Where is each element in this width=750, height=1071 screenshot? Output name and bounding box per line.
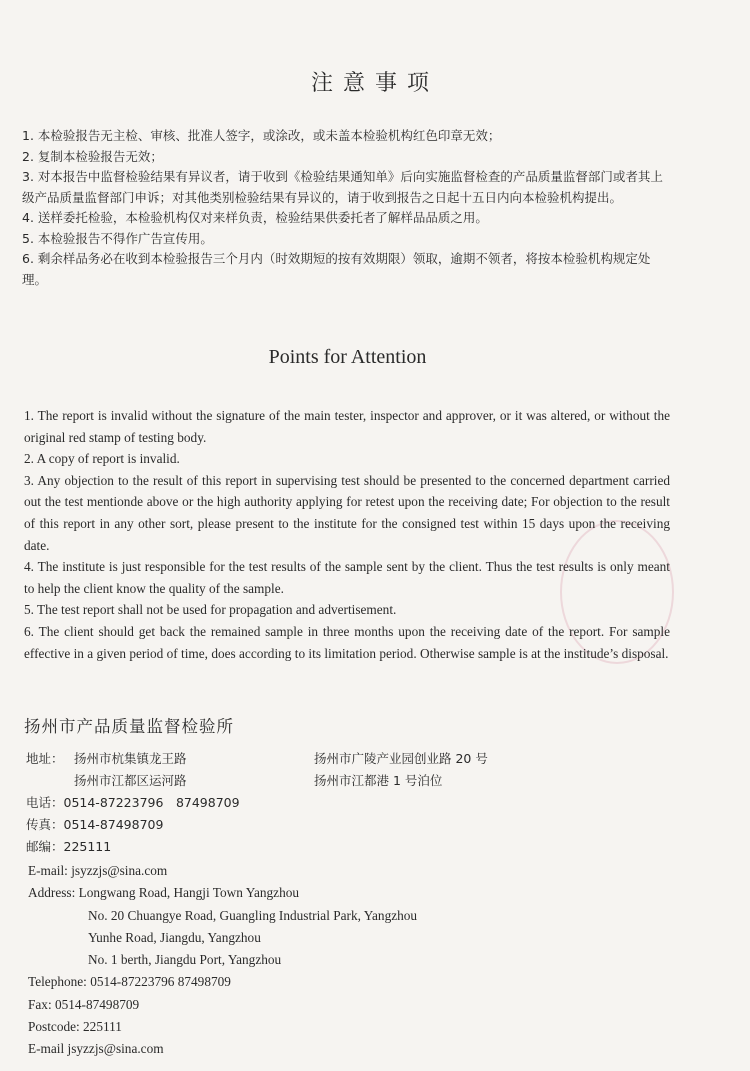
cn-note-5: 5. 本检验报告不得作广告宣传用。 (22, 230, 213, 246)
en-note-1: 1. The report is invalid without the signature of the main tester, inspector and approver, or it was altered, or without the original red stamp of testing body. (24, 408, 670, 445)
chinese-contact-block (26, 748, 488, 858)
en-note-3: 3. Any objection to the result of this report in supervising test should be presented to the concerned department carried out the test mentionde above or the high authority applying for retest upon the receiving date; For objection to the result of this report in any other sort, please present to the institute for the consigned test within 15 days upon the receiving date. (24, 472, 670, 553)
cn-note-4: 4. 送样委托检验，本检验机构仅对来样负责，检验结果供委托者了解样品品质之用。 (22, 210, 488, 225)
address-line1-left: 扬州市杭集镇龙王路 (74, 751, 187, 766)
en-email-1: E-mail: jsyzzjs@sina.com (28, 863, 168, 878)
en-note-4: 4. The institute is just responsible for the test results of the sample sent by the client. Thus the test results is only meant to help the client know the quality of the sample. (24, 559, 670, 596)
english-title: Points for Attention (268, 346, 427, 368)
en-address-line4: No. 1 berth, Jiangdu Port, Yangzhou (88, 952, 282, 968)
chinese-notes-list (22, 126, 672, 290)
en-address-line1: Address: Longwang Road, Hangji Town Yangzhou (28, 885, 300, 901)
cn-postcode: 邮编：225111 (26, 839, 112, 854)
en-postcode: Postcode: 225111 (28, 1019, 122, 1035)
en-address-line3: Yunhe Road, Jiangdu, Yangzhou (88, 929, 261, 945)
organization-name: 扬州市产品质量监督检验所 (24, 717, 234, 736)
cn-fax: 传真：0514-87498709 (26, 817, 164, 832)
cn-note-6: 6. 剩余样品务必在收到本检验报告三个月内（时效期短的按有效期限）领取，逾期不领者，将按本检验机构规定处理。 (22, 251, 651, 287)
english-contact-block (28, 860, 417, 1061)
en-address-line2: No. 20 Chuangye Road, Guangling Industrial Park, Yangzhou (88, 907, 418, 923)
en-email-2: E-mail jsyzzjs@sina.com (28, 1041, 164, 1057)
en-fax: Fax: 0514-87498709 (28, 996, 140, 1012)
en-telephone: Telephone: 0514-87223796 87498709 (28, 974, 231, 990)
cn-phone: 电话：0514-87223796 87498709 (26, 795, 240, 810)
cn-note-3: 3. 对本报告中监督检验结果有异议者，请于收到《检验结果通知单》后向实施监督检查的产品质量监督部门或者其上级产品质量监督部门申诉；对其他类别检验结果有异议的，请于收到报告之日起十五日内向本检验机构提出。 (22, 169, 663, 205)
address-line2-right: 扬州市江都港 1 号泊位 (314, 773, 443, 788)
chinese-title: 注意事项 (310, 71, 439, 96)
cn-note-2: 2. 复制本检验报告无效； (22, 148, 163, 164)
address-line1-right: 扬州市广陵产业园创业路 20 号 (314, 751, 488, 766)
en-note-2: 2. A copy of report is invalid. (24, 451, 180, 467)
en-note-6: 6. The client should get back the remained sample in three months upon the receiving date of the report. For sample effective in a given period of time, does according to its limitation period. Otherwise sample is at the institude’s disposal. (24, 623, 670, 661)
english-notes-list (24, 405, 670, 664)
address-line2-left: 扬州市江都区运河路 (74, 773, 187, 788)
cn-note-1: 1. 本检验报告无主检、审核、批准人签字，或涂改，或未盖本检验机构红色印章无效； (22, 128, 501, 143)
en-note-5: 5. The test report shall not be used for propagation and advertisement. (24, 602, 397, 618)
address-label: 地址： (26, 751, 64, 766)
